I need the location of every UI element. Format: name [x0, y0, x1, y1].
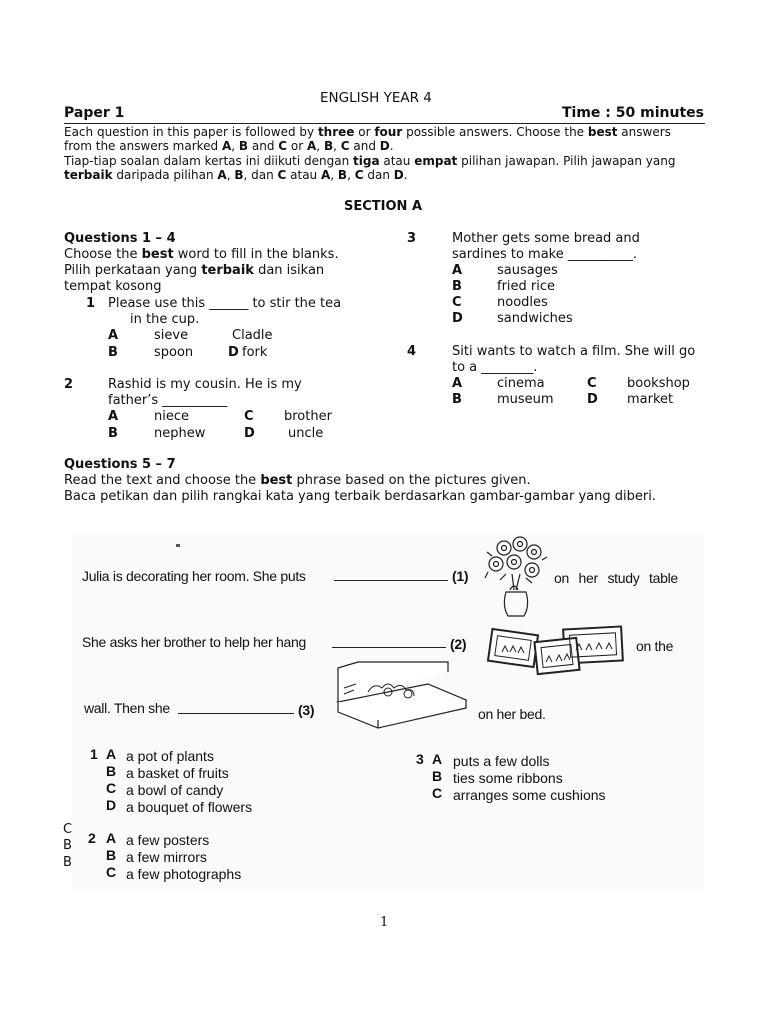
option-text: a basket of fruits — [126, 765, 229, 781]
option-letter: D — [244, 426, 255, 441]
picture-passage — [72, 534, 704, 890]
option-text: a pot of plants — [126, 748, 214, 764]
instruction-ms-line2: terbaik daripada pilihan A, B, dan C atau A, B, C dan D. — [64, 168, 408, 182]
question-text: Rashid is my cousin. He is my — [108, 377, 302, 392]
questions-1-4-heading: Questions 1 – 4 — [64, 231, 176, 246]
question-number: 3 — [407, 231, 417, 246]
passage-line-1: Julia is decorating her room. She puts — [82, 568, 306, 584]
passage-tail-3: on her bed. — [478, 706, 546, 722]
speck — [176, 544, 180, 547]
question-number: 2 — [64, 377, 74, 392]
option-text: market — [627, 392, 674, 407]
paper-label: Paper 1 — [64, 105, 125, 121]
option-letter: B — [452, 392, 462, 407]
option-letter: D — [587, 392, 598, 407]
option-letter: B — [106, 847, 117, 863]
clipped-letter: B — [63, 855, 72, 870]
question-text: sardines to make __________. — [452, 247, 638, 262]
option-text: a few photographs — [126, 866, 242, 882]
option-letter: A — [452, 263, 463, 278]
page-number: 1 — [380, 915, 389, 930]
option-letter: C — [452, 295, 462, 310]
question-text: father’s __________ — [108, 393, 228, 408]
passage-tail-2: on the — [636, 638, 674, 654]
option-group-num: 1 — [90, 746, 98, 762]
questions-5-7-instruction-ms: Baca petikan dan pilih rangkai kata yang terbaik berdasarkan gambar-gambar yang diberi. — [64, 489, 656, 504]
clipped-letter: B — [63, 838, 72, 853]
option-group-num: 3 — [416, 751, 424, 767]
option-letter: B — [106, 763, 117, 779]
questions-1-4-instruction-en: Choose the best word to fill in the blanks. — [64, 247, 339, 262]
option-text: fried rice — [497, 279, 556, 294]
option-letter: C — [432, 785, 443, 801]
blank-2 — [332, 647, 446, 648]
option-text: ties some ribbons — [453, 770, 563, 786]
question-text: to a ________. — [452, 360, 538, 375]
passage-line-3: wall. Then she — [84, 700, 170, 716]
option-letter: B — [108, 345, 118, 360]
option-letter: A — [108, 409, 119, 424]
questions-1-4-instruction-ms-2: tempat kosong — [64, 279, 162, 294]
option-text: cinema — [497, 376, 545, 391]
option-text: sieve — [154, 328, 189, 343]
option-text: a bouquet of flowers — [126, 799, 253, 815]
question-text: Siti wants to watch a film. She will go — [452, 344, 696, 359]
option-text: nephew — [154, 426, 206, 441]
passage-tail-1: on her study table — [554, 570, 678, 586]
time-label: Time : 50 minutes — [562, 105, 704, 121]
option-text: niece — [154, 409, 189, 424]
blank-marker-2: (2) — [450, 636, 467, 652]
section-heading: SECTION A — [344, 199, 423, 214]
option-text: a bowl of candy — [126, 782, 224, 798]
question-text: Mother gets some bread and — [452, 231, 640, 246]
option-letter: B — [108, 426, 118, 441]
bed-icon — [328, 658, 472, 730]
option-letter: C — [244, 409, 254, 424]
option-letter: A — [452, 376, 463, 391]
instruction-en-line2: from the answers marked A, B and C or A, B, C and D. — [64, 139, 394, 153]
blank-marker-3: (3) — [298, 702, 315, 718]
passage-line-2: She asks her brother to help her hang — [82, 634, 306, 650]
question-number: 4 — [407, 344, 417, 359]
clipped-letter: C — [63, 822, 73, 837]
option-letter: A — [106, 830, 117, 846]
questions-5-7-heading: Questions 5 – 7 — [64, 457, 176, 472]
option-letter: A — [106, 746, 117, 762]
flower-vase-icon — [484, 534, 550, 620]
option-text: uncle — [288, 426, 324, 441]
instruction-ms-line1: Tiap-tiap soalan dalam kertas ini diikuti dengan tiga atau empat pilihan jawapan. Pilih jawapan yang — [64, 154, 676, 168]
option-text: Cladle — [232, 328, 273, 343]
option-text: noodles — [497, 295, 548, 310]
option-letter: B — [432, 768, 443, 784]
photographs-icon — [484, 624, 634, 682]
option-text: puts a few dolls — [453, 753, 550, 769]
instruction-en-line1: Each question in this paper is followed by three or four possible answers. Choose the best answers — [64, 125, 671, 139]
option-text: fork — [242, 345, 268, 360]
option-letter: C — [106, 864, 117, 880]
option-text: museum — [497, 392, 554, 407]
page-title: ENGLISH YEAR 4 — [320, 90, 432, 106]
option-letter: C — [106, 780, 117, 796]
option-letter: D — [106, 797, 117, 813]
option-text: arranges some cushions — [453, 787, 606, 803]
blank-3 — [178, 713, 294, 714]
option-text: bookshop — [627, 376, 690, 391]
option-text: brother — [284, 409, 332, 424]
option-letter: D — [228, 345, 239, 360]
question-text: Please use this ______ to stir the tea — [108, 296, 342, 311]
option-text: sandwiches — [497, 311, 573, 326]
option-group-num: 2 — [88, 830, 96, 846]
question-text: in the cup. — [130, 312, 200, 327]
option-letter: A — [432, 751, 443, 767]
option-text: a few mirrors — [126, 849, 207, 865]
option-letter: B — [452, 279, 462, 294]
questions-5-7-instruction-en: Read the text and choose the best phrase based on the pictures given. — [64, 473, 531, 488]
option-text: spoon — [154, 345, 194, 360]
blank-marker-1: (1) — [452, 568, 469, 584]
header-rule — [64, 123, 705, 124]
option-letter: A — [108, 328, 119, 343]
question-number: 1 — [86, 296, 96, 311]
option-text: sausages — [497, 263, 558, 278]
blank-1 — [334, 580, 448, 581]
option-letter: C — [587, 376, 597, 391]
option-letter: D — [452, 311, 463, 326]
option-text: a few posters — [126, 832, 210, 848]
questions-1-4-instruction-ms: Pilih perkataan yang terbaik dan isikan — [64, 263, 325, 278]
